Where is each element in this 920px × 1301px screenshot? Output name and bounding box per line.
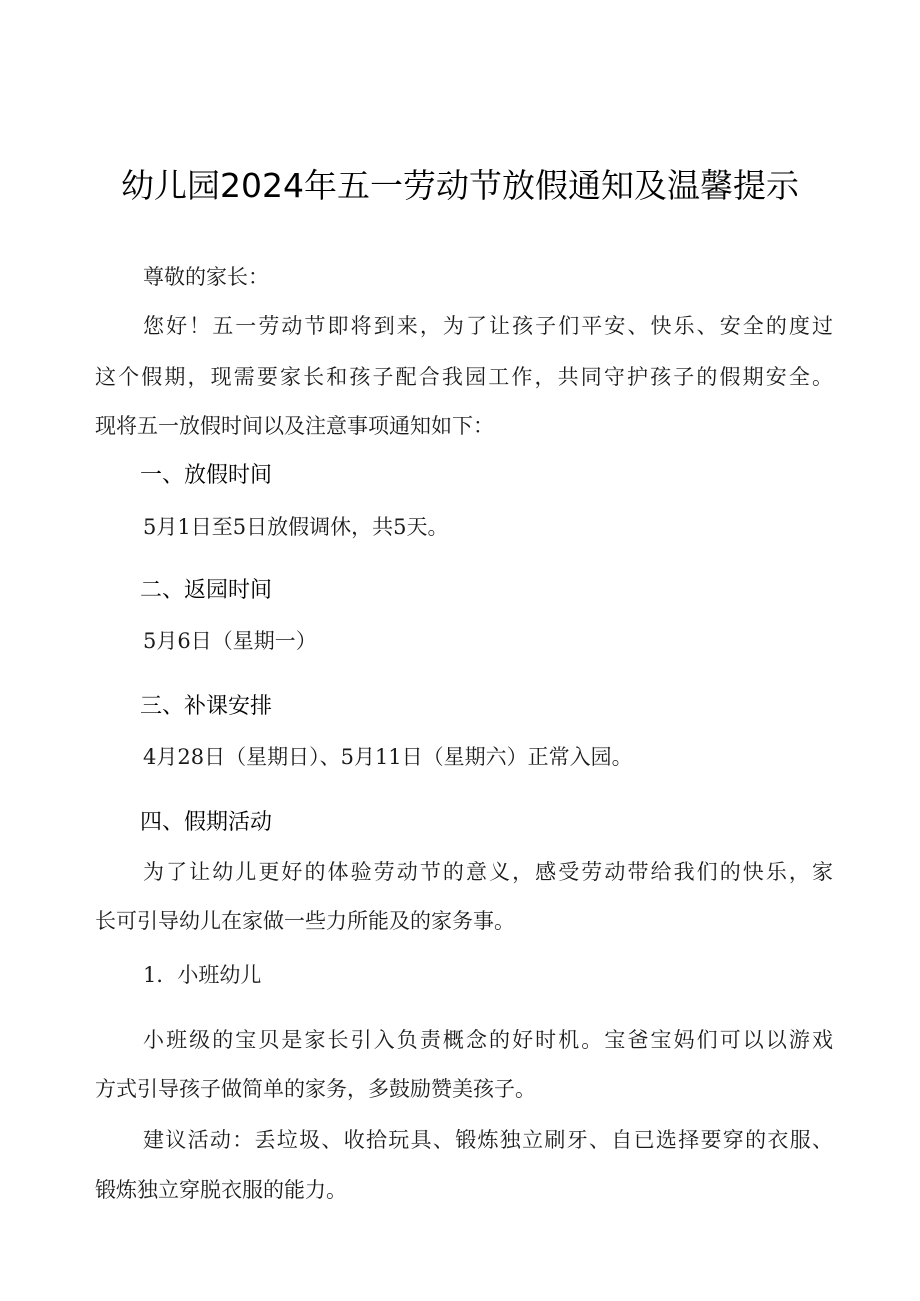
subsection-label-small-class: 1．小班幼儿 bbox=[143, 963, 262, 987]
small-class-line-2: 方式引导孩子做简单的家务，多鼓励赞美孩子。 bbox=[95, 1077, 536, 1101]
salutation: 尊敬的家长： bbox=[143, 265, 269, 289]
section-text-return-time: 5月6日（星期一） bbox=[143, 629, 317, 653]
activities-line-2: 长可引导幼儿在家做一些力所能及的家务事。 bbox=[95, 909, 515, 933]
intro-line-3: 现将五一放假时间以及注意事项通知如下： bbox=[95, 414, 494, 438]
section-heading-holiday-activities: 四、假期活动 bbox=[140, 810, 273, 835]
intro-line-2: 这个假期，现需要家长和孩子配合我园工作，共同守护孩子的假期安全。 bbox=[95, 365, 833, 389]
section-heading-return-time: 二、返园时间 bbox=[140, 578, 273, 603]
section-heading-makeup-classes: 三、补课安排 bbox=[140, 694, 273, 719]
small-class-line-1: 小班级的宝贝是家长引入负责概念的好时机。宝爸宝妈们可以以游戏 bbox=[143, 1028, 833, 1052]
section-text-makeup-classes: 4月28日（星期日）、5月11日（星期六）正常入园。 bbox=[143, 745, 633, 769]
section-heading-vacation-time: 一、放假时间 bbox=[140, 463, 273, 488]
suggested-activities-line-1: 建议活动：丢垃圾、收拾玩具、锻炼独立刷牙、自已选择要穿的衣服、 bbox=[143, 1128, 833, 1152]
suggested-activities-line-2: 锻炼独立穿脱衣服的能力。 bbox=[95, 1178, 347, 1202]
document-title: 幼儿园2024年五一劳动节放假通知及温馨提示 bbox=[121, 166, 799, 205]
activities-line-1: 为了让幼儿更好的体验劳动节的意义，感受劳动带给我们的快乐，家 bbox=[143, 860, 833, 884]
section-text-vacation-time: 5月1日至5日放假调休，共5天。 bbox=[143, 515, 449, 539]
intro-line-1: 您好！五一劳动节即将到来，为了让孩子们平安、快乐、安全的度过 bbox=[143, 314, 833, 338]
